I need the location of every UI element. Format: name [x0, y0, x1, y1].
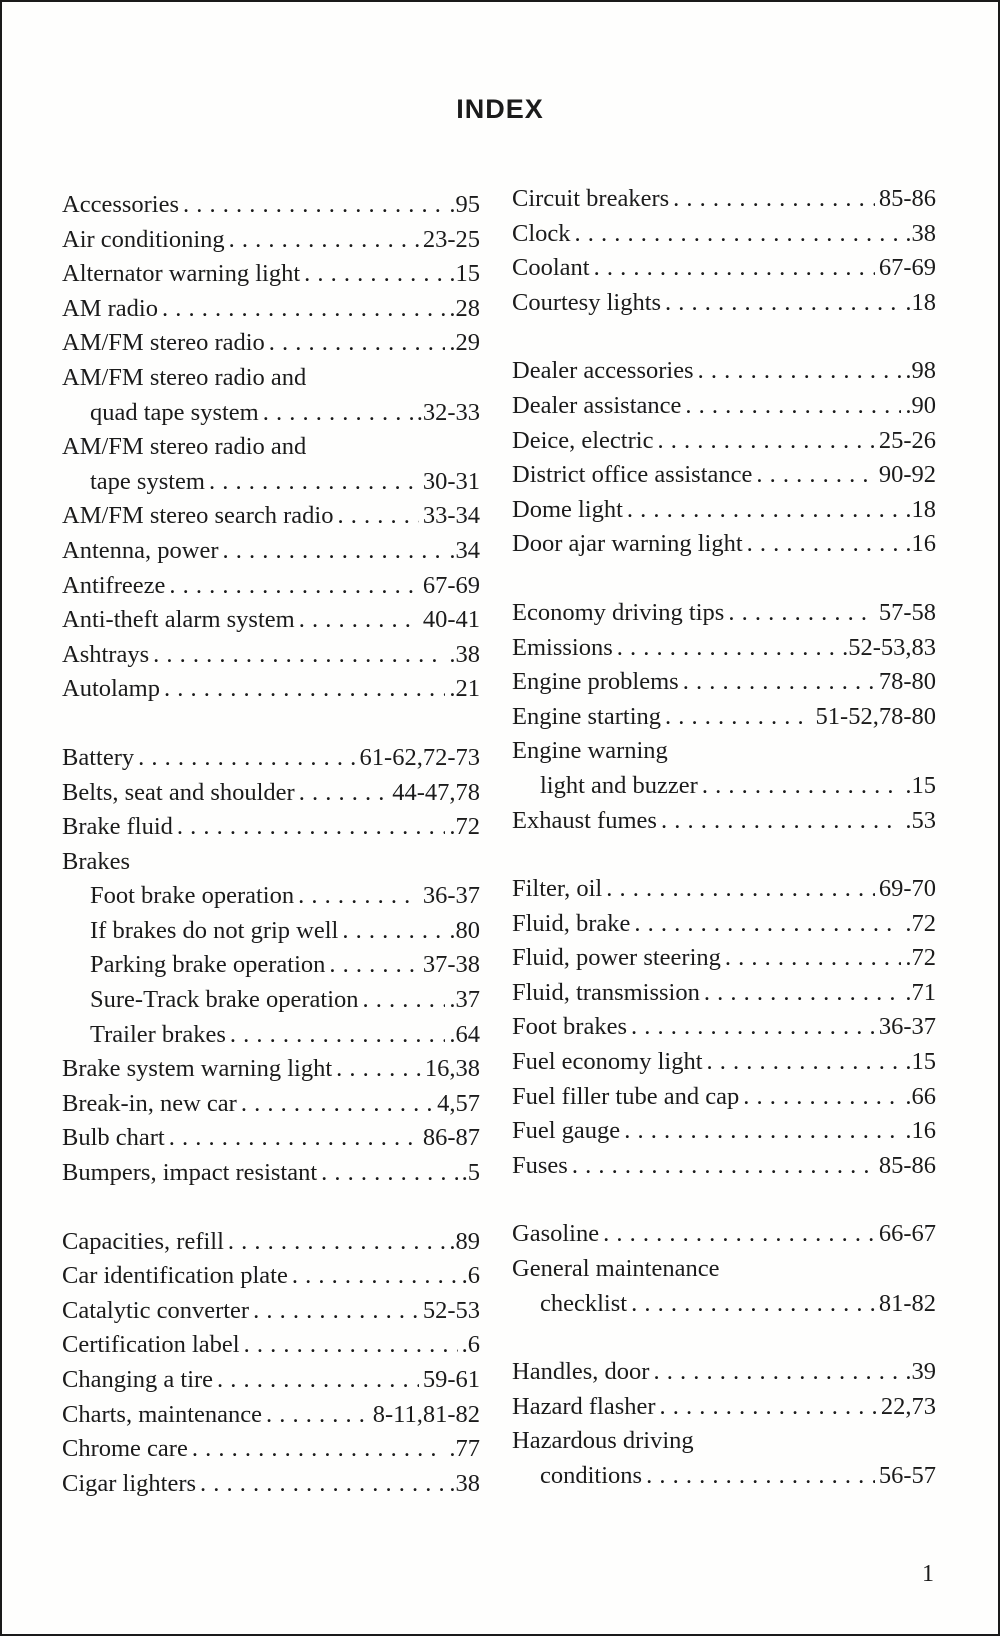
entry-label: Handles, door: [512, 1358, 650, 1386]
entry-pages: 22,73: [880, 1392, 936, 1420]
entry-label: Cigar lighters: [62, 1469, 197, 1497]
entry-pages: .95: [449, 191, 480, 218]
entry-label: Certification label: [62, 1331, 240, 1359]
index-group: [62, 1225, 480, 1502]
entry-pages: .66: [905, 1082, 936, 1110]
index-entry: [512, 665, 936, 700]
dot-leader: [192, 1432, 446, 1467]
entry-label: District office assistance: [512, 461, 753, 489]
entry-pages: .80: [449, 916, 480, 944]
index-entry: [62, 569, 480, 604]
index-entry: [512, 804, 936, 839]
entry-label: Alternator warning light: [62, 260, 301, 288]
entry-label: Battery: [62, 743, 135, 771]
entry-pages: .38: [905, 219, 936, 247]
entry-pages: 85-86: [878, 1151, 936, 1179]
entry-pages: .90: [905, 391, 936, 419]
entry-pages: 59-61: [422, 1366, 480, 1393]
entry-label: light and buzzer: [540, 771, 698, 799]
dot-leader: [653, 1355, 901, 1390]
entry-pages: .15: [905, 1048, 936, 1076]
entry-label: Capacities, refill: [62, 1227, 224, 1255]
entry-label: Anti-theft alarm system: [62, 606, 295, 634]
entry-label: Accessories: [62, 191, 180, 218]
dot-leader: [244, 1328, 458, 1363]
entry-pages: .18: [905, 288, 936, 316]
index-heading: AM/FM stereo radio and: [62, 363, 307, 391]
index-entry: [512, 493, 936, 528]
index-group: [62, 188, 480, 707]
index-entry: [62, 1087, 480, 1122]
index-entry: [62, 672, 480, 707]
entry-label: Dealer assistance: [512, 391, 682, 419]
index-entry: [512, 286, 936, 321]
index-subentry: [512, 1287, 936, 1322]
entry-pages: 69-70: [878, 875, 936, 903]
entry-pages: 56-57: [878, 1462, 936, 1489]
entry-pages: .34: [449, 536, 480, 564]
entry-label: Fuel filler tube and cap: [512, 1082, 740, 1110]
dot-leader: [241, 1087, 433, 1122]
entry-pages: .6: [461, 1331, 480, 1359]
entry-pages: .28: [449, 294, 480, 322]
entry-label: Emissions: [512, 633, 613, 661]
index-group: [512, 1355, 936, 1493]
entry-label: Bumpers, impact resistant: [62, 1159, 318, 1187]
index-entry: [512, 1217, 936, 1252]
dot-leader: [229, 223, 419, 258]
dot-leader: [266, 1398, 369, 1433]
entry-label: Deice, electric: [512, 426, 654, 454]
index-column-right: [512, 182, 936, 1528]
index-column-left: [62, 188, 480, 1535]
entry-label: Coolant: [512, 254, 590, 282]
entry-label: AM radio: [62, 294, 158, 322]
entry-label: Gasoline: [512, 1220, 600, 1248]
dot-leader: [698, 354, 902, 389]
dot-leader: [138, 741, 355, 776]
dot-leader: [292, 1259, 458, 1294]
entry-pages: 36-37: [878, 1013, 936, 1041]
index-entry: [512, 1114, 936, 1149]
entry-pages: .15: [905, 771, 936, 799]
entry-pages: .52-53,83: [842, 633, 936, 661]
entry-pages: .32-33: [416, 398, 480, 426]
index-entry: [62, 534, 480, 569]
index-entry: [62, 776, 480, 811]
dot-leader: [627, 493, 901, 528]
entry-label: Foot brakes: [512, 1013, 627, 1041]
index-entry: [62, 638, 480, 673]
entry-pages: .16: [905, 530, 936, 558]
dot-leader: [683, 665, 875, 700]
entry-label: Parking brake operation: [90, 951, 326, 979]
index-heading: General maintenance: [512, 1255, 720, 1283]
dot-leader: [572, 1149, 875, 1184]
dot-leader: [299, 776, 389, 811]
entry-pages: 8-11,81-82: [372, 1400, 480, 1428]
entry-pages: 16,38: [424, 1055, 480, 1083]
dot-leader: [617, 631, 838, 666]
entry-label: Brake fluid: [62, 813, 173, 841]
dot-leader: [299, 603, 419, 638]
entry-pages: 57-58: [878, 598, 936, 626]
entry-label: Door ajar warning light: [512, 530, 743, 558]
dot-leader: [756, 458, 874, 493]
index-entry: [512, 354, 936, 389]
index-group: [512, 872, 936, 1183]
index-subentry: [512, 769, 936, 804]
index-heading: Engine warning: [512, 737, 668, 765]
dot-leader: [594, 251, 875, 286]
entry-pages: .37: [449, 986, 480, 1014]
dot-leader: [230, 1018, 446, 1053]
index-subentry: [62, 914, 480, 949]
index-entry: [62, 292, 480, 327]
dot-leader: [222, 534, 445, 569]
entry-label: AM/FM stereo radio: [62, 329, 265, 357]
dot-leader: [575, 217, 902, 252]
entry-label: Fluid, brake: [512, 909, 631, 937]
index-entry: [512, 1010, 936, 1045]
entry-label: If brakes do not grip well: [90, 916, 339, 944]
dot-leader: [685, 389, 901, 424]
index-entry: [62, 257, 480, 292]
dot-leader: [162, 292, 445, 327]
index-entry: [512, 700, 936, 735]
entry-label: Foot brake operation: [90, 882, 295, 910]
entry-pages: 85-86: [878, 185, 936, 212]
dot-leader: [665, 286, 901, 321]
dot-leader: [704, 976, 902, 1011]
entry-pages: 78-80: [878, 668, 936, 696]
index-entry: [512, 1149, 936, 1184]
entry-pages: 90-92: [878, 461, 936, 489]
dot-leader: [177, 810, 445, 845]
entry-label: Dealer accessories: [512, 357, 694, 385]
dot-leader: [183, 188, 445, 223]
index-entry: [512, 217, 936, 252]
index-entry: [512, 976, 936, 1011]
entry-label: Antenna, power: [62, 536, 219, 564]
dot-leader: [657, 424, 874, 459]
entry-pages: .53: [905, 806, 936, 834]
dot-leader: [707, 1045, 902, 1080]
entry-pages: .38: [449, 1469, 480, 1497]
entry-pages: 66-67: [878, 1220, 936, 1248]
entry-label: AM/FM stereo search radio: [62, 502, 334, 530]
entry-label: Exhaust fumes: [512, 806, 657, 834]
index-subentry: [62, 948, 480, 983]
entry-label: Changing a tire: [62, 1366, 214, 1393]
index-group: [512, 354, 936, 562]
entry-label: Belts, seat and shoulder: [62, 778, 295, 806]
entry-pages: 36-37: [422, 882, 480, 910]
index-entry: [512, 1355, 936, 1390]
index-entry: [512, 941, 936, 976]
dot-leader: [200, 1467, 445, 1502]
index-entry: [62, 1225, 480, 1260]
index-entry: [62, 188, 480, 223]
entry-label: Fluid, transmission: [512, 978, 700, 1006]
dot-leader: [217, 1363, 419, 1398]
entry-pages: 52-53: [422, 1296, 480, 1324]
index-entry: [512, 872, 936, 907]
dot-leader: [164, 672, 445, 707]
index-entry: [512, 1080, 936, 1115]
index-entry: [62, 499, 480, 534]
dot-leader: [169, 1121, 419, 1156]
entry-label: Clock: [512, 219, 571, 247]
dot-leader: [747, 527, 902, 562]
index-subentry: [62, 465, 480, 500]
dot-leader: [336, 1052, 421, 1087]
entry-pages: .38: [449, 640, 480, 668]
index-group: [512, 1217, 936, 1321]
entry-pages: 33-34: [422, 502, 480, 530]
index-entry: [512, 424, 936, 459]
dot-leader: [606, 872, 875, 907]
page-title: INDEX: [456, 94, 544, 124]
index-entry: [62, 1467, 480, 1502]
dot-leader: [169, 569, 418, 604]
index-entry: [62, 1259, 480, 1294]
dot-leader: [253, 1294, 419, 1329]
index-entry: [512, 251, 936, 286]
index-entry: [512, 1045, 936, 1080]
index-heading: Brakes: [62, 847, 131, 875]
entry-pages: .72: [905, 909, 936, 937]
index-entry: [512, 458, 936, 493]
entry-pages: .89: [449, 1227, 480, 1255]
entry-label: Courtesy lights: [512, 288, 662, 316]
entry-pages: 51-52,78-80: [815, 702, 936, 730]
dot-leader: [337, 499, 418, 534]
entry-label: conditions: [540, 1462, 643, 1489]
entry-pages: 81-82: [878, 1289, 936, 1317]
entry-label: Break-in, new car: [62, 1089, 237, 1117]
entry-label: Fluid, power steering: [512, 944, 721, 972]
index-entry: [62, 1398, 480, 1433]
entry-pages: .98: [905, 357, 936, 385]
index-group: [62, 741, 480, 1191]
index-entry: [62, 1052, 480, 1087]
entry-pages: .6: [461, 1262, 480, 1290]
entry-pages: .29: [449, 329, 480, 357]
entry-label: Car identification plate: [62, 1262, 288, 1290]
index-entry: [62, 1432, 480, 1467]
dot-leader: [321, 1156, 457, 1191]
dot-leader: [269, 326, 446, 361]
entry-pages: .39: [905, 1358, 936, 1386]
entry-pages: 40-41: [422, 606, 480, 634]
index-entry: [512, 596, 936, 631]
entry-pages: 4,57: [437, 1089, 480, 1117]
dot-leader: [702, 769, 902, 804]
entry-label: Catalytic converter: [62, 1296, 250, 1324]
entry-label: Charts, maintenance: [62, 1400, 263, 1428]
index-entry: [512, 182, 936, 217]
entry-label: Antifreeze: [62, 571, 166, 599]
index-entry: [62, 1156, 480, 1191]
index-entry: [512, 907, 936, 942]
page-number: 1: [922, 1561, 934, 1587]
entry-label: Engine starting: [512, 702, 662, 730]
entry-label: quad tape system: [90, 398, 259, 426]
entry-label: tape system: [90, 467, 205, 495]
entry-pages: 37-38: [422, 951, 480, 979]
dot-leader: [665, 700, 812, 735]
entry-pages: 30-31: [422, 467, 480, 495]
dot-leader: [631, 1010, 875, 1045]
dot-leader: [298, 879, 419, 914]
entry-pages: .21: [449, 675, 480, 703]
index-subentry: [62, 879, 480, 914]
entry-label: Ashtrays: [62, 640, 150, 668]
index-subentry: [62, 396, 480, 431]
dot-leader: [646, 1459, 875, 1494]
dot-leader: [634, 907, 901, 942]
dot-leader: [624, 1114, 901, 1149]
entry-pages: .72: [905, 944, 936, 972]
index-entry: [512, 527, 936, 562]
dot-leader: [660, 1390, 877, 1425]
entry-pages: 23-25: [422, 225, 480, 253]
dot-leader: [304, 257, 445, 292]
entry-pages: .15: [449, 260, 480, 288]
index-heading: AM/FM stereo radio and: [62, 433, 307, 461]
entry-pages: 67-69: [422, 571, 480, 599]
dot-leader: [363, 983, 446, 1018]
dot-leader: [743, 1080, 901, 1115]
dot-leader: [728, 596, 875, 631]
entry-label: Circuit breakers: [512, 185, 670, 212]
entry-pages: .77: [449, 1435, 480, 1463]
dot-leader: [673, 182, 875, 217]
entry-pages: 86-87: [422, 1124, 480, 1152]
entry-label: Trailer brakes: [90, 1020, 226, 1048]
dot-leader: [603, 1217, 875, 1252]
index-entry: [62, 741, 480, 776]
index-entry: [62, 1121, 480, 1156]
index-group: [512, 182, 936, 320]
entry-pages: .16: [905, 1117, 936, 1145]
index-entry: [62, 810, 480, 845]
entry-pages: .71: [905, 978, 936, 1006]
dot-leader: [329, 948, 418, 983]
entry-label: checklist: [540, 1289, 628, 1317]
entry-label: Economy driving tips: [512, 598, 725, 626]
dot-leader: [342, 914, 445, 949]
entry-label: Engine problems: [512, 668, 679, 696]
entry-label: Bulb chart: [62, 1124, 165, 1152]
index-entry: [62, 1294, 480, 1329]
entry-label: Fuel gauge: [512, 1117, 621, 1145]
index-entry: [512, 389, 936, 424]
index-entry: [512, 1390, 936, 1425]
dot-leader: [209, 465, 419, 500]
entry-pages: 25-26: [878, 426, 936, 454]
index-entry: [512, 631, 936, 666]
entry-pages: .5: [461, 1159, 480, 1187]
entry-pages: 44-47,78: [392, 778, 480, 806]
dot-leader: [263, 396, 413, 431]
dot-leader: [631, 1287, 875, 1322]
dot-leader: [725, 941, 901, 976]
index-heading: Hazardous driving: [512, 1427, 694, 1455]
entry-label: Fuel economy light: [512, 1048, 703, 1076]
entry-pages: .18: [905, 495, 936, 523]
entry-label: Autolamp: [62, 675, 160, 703]
entry-label: Brake system warning light: [62, 1055, 333, 1083]
entry-label: Sure-Track brake operation: [90, 986, 359, 1014]
index-subentry: [62, 1018, 480, 1053]
entry-pages: 61-62,72-73: [359, 743, 480, 771]
entry-label: Dome light: [512, 495, 623, 523]
dot-leader: [661, 804, 901, 839]
index-entry: [62, 223, 480, 258]
index-subentry: [62, 983, 480, 1018]
entry-pages: .72: [449, 813, 480, 841]
index-entry: [62, 326, 480, 361]
entry-label: Fuses: [512, 1151, 568, 1179]
entry-label: Hazard flasher: [512, 1392, 656, 1420]
entry-label: Air conditioning: [62, 225, 225, 253]
entry-label: Chrome care: [62, 1435, 188, 1463]
dot-leader: [153, 638, 445, 673]
entry-label: Filter, oil: [512, 875, 603, 903]
index-group: [512, 596, 936, 838]
index-entry: [62, 603, 480, 638]
index-subentry: [512, 1459, 936, 1494]
dot-leader: [228, 1225, 445, 1260]
entry-pages: 67-69: [878, 254, 936, 282]
entry-pages: .64: [449, 1020, 480, 1048]
index-entry: [62, 1363, 480, 1398]
index-entry: [62, 1328, 480, 1363]
